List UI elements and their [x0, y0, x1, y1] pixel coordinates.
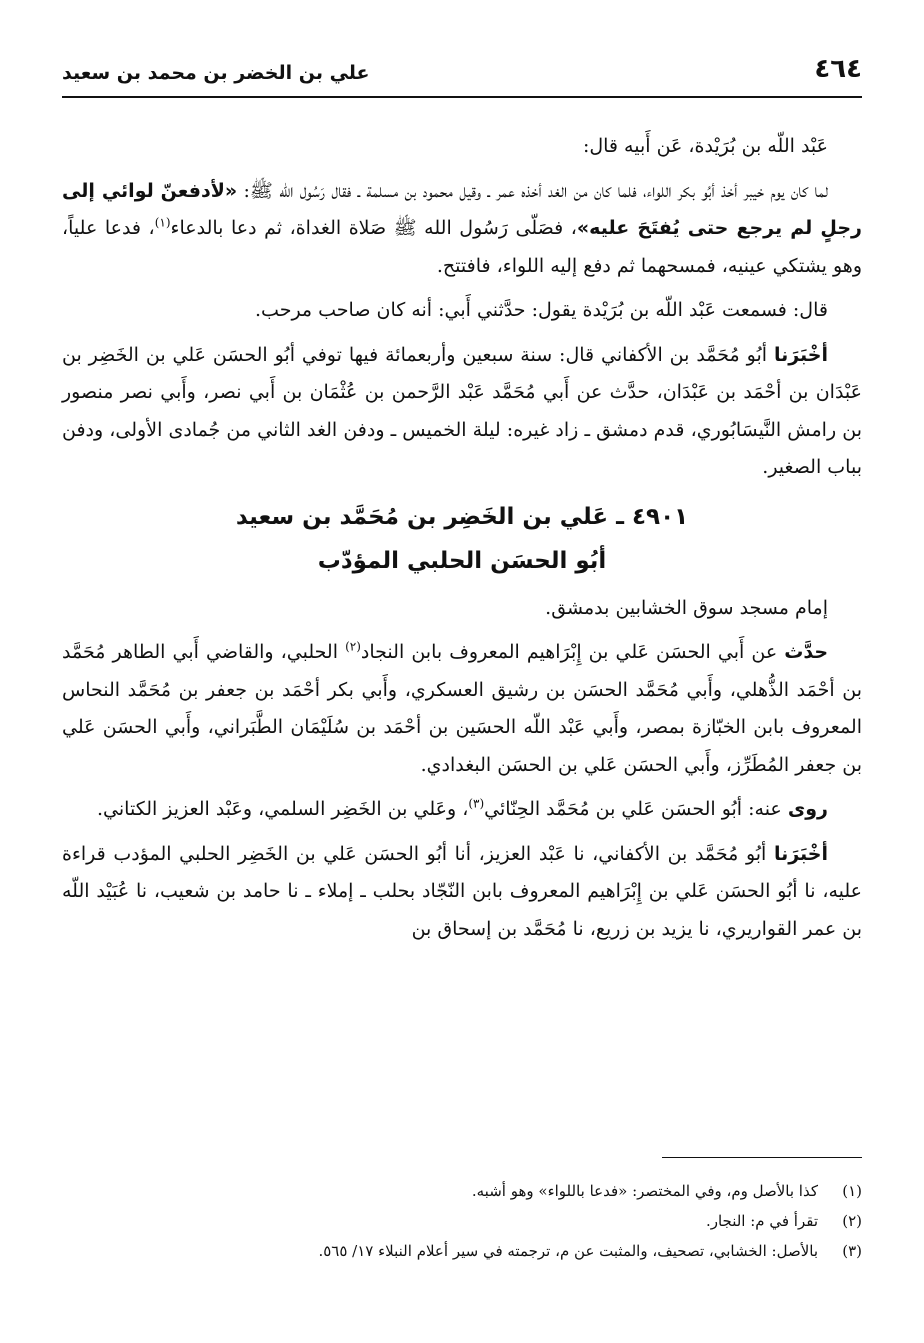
lead-word: أخْبَرَنا	[773, 343, 828, 366]
footnote-ref: (٢)	[345, 639, 361, 654]
footnote-text: بالأصل: الخشابي، تصحيف، والمثبت عن م، ترجمته في سير أعلام النبلاء ١٧/ ٥٦٥.	[318, 1242, 818, 1260]
footnote-text: كذا بالأصل وم، وفي المختصر: «فدعا باللواء» وهو أشبه.	[471, 1182, 818, 1200]
paragraph-text: الحلبي، والقاضي أَبي الطاهر مُحَمَّد بن أحْمَد الذُّهلي، وأَبي مُحَمَّد الحسَن بن رشيق العسكري، وأَبي بكر أحْمَد بن جعفر بن مُحَمَّد النحاس المعروف بابن الخبّازة بمصر، وأَبي عَبْد اللّه الحسَين بن أحْمَد بن سُلَيْمَان الطَّبَراني، وأَبي الحسَن عَلي بن جعفر المُطَرِّز، وأَبي الحسَن عَلي بن الحسَن البغدادي.	[62, 641, 862, 776]
main-text	[62, 128, 862, 948]
paragraph	[62, 173, 862, 286]
lead-word: أخْبَرَنا	[773, 842, 828, 865]
running-head: علي بن الخضر بن محمد بن سعيد	[62, 62, 370, 84]
paragraph-text: أبُو مُحَمَّد بن الأكفاني قال: سنة سبعين وأربعمائة فيها توفي أبُو الحسَن عَلي بن الخَضِر بن عَبْدَان بن أحْمَد بن عَبْدَان، حدَّث عن أَبي مُحَمَّد عَبْد الرَّحمن بن عُثْمَان بن أَبي نصر، وأَبي نصر منصور بن رامش النَّيسَابُوري، قدم دمشق ـ زاد غيره: ليلة الخميس ـ ودفن الغد الثاني من جُمادى الأولى، ودفن بباب الصغير.	[62, 343, 862, 478]
paragraph	[62, 128, 862, 166]
footnote-number: (٣)	[842, 1242, 862, 1260]
paragraph-text: ، فصَلّى رَسُول الله ﷺ صَلاة الغداة، ثم دعا بالدعاء	[170, 217, 577, 239]
paragraph	[62, 590, 862, 628]
hadith-quote: «لأدفعنّ لوائي إلى رجلٍ لم يرجع حتى يُفتَحَ عليه»	[62, 179, 862, 239]
footnotes	[62, 1176, 862, 1266]
footnote-divider	[662, 1157, 862, 1158]
entry-subtitle-line: أبُو الحسَن الحلبي المؤدّب	[317, 547, 607, 574]
paragraph-text: قال: فسمعت عَبْد اللّه بن بُرَيْدة يقول: حدَّثني أَبي: أنه كان صاحب مرحب.	[255, 299, 828, 321]
footnote-ref: (٣)	[468, 796, 485, 811]
paragraph-text: إمام مسجد سوق الخشابين بدمشق.	[545, 596, 828, 619]
footnote-item	[62, 1206, 862, 1236]
paragraph	[62, 634, 862, 784]
page-header	[62, 54, 862, 94]
header-divider	[62, 96, 862, 98]
footnote-item	[62, 1236, 862, 1266]
paragraph-text: ، فدعا علياً، وهو يشتكي عينيه، فمسحهما ثم دفع إليه اللواء، فافتتح.	[62, 217, 862, 277]
footnote-text: تقرأ في م: النجار.	[705, 1212, 818, 1230]
footnote-item	[62, 1176, 862, 1206]
lead-word: روى	[787, 798, 828, 820]
paragraph-text: ، وعَلي بن الخَضِر السلمي، وعَبْد العزيز الكتاني.	[97, 798, 469, 820]
paragraph	[62, 337, 862, 487]
paragraph	[62, 836, 862, 949]
lead-word: حدَّث	[784, 641, 829, 663]
footnote-number: (١)	[842, 1182, 862, 1200]
entry-title-line: ٤٩٠١ ـ عَلي بن الخَضِر بن مُحَمَّد بن سعيد	[235, 503, 689, 530]
paragraph-text: عَبْد اللّه بن بُرَيْدة، عَن أَبيه قال:	[582, 135, 828, 157]
paragraph	[62, 791, 862, 829]
footnote-number: (٢)	[842, 1212, 862, 1230]
paragraph-text: أبُو مُحَمَّد بن الأكفاني، نا عَبْد العزيز، أنا أبُو الحسَن عَلي بن الخَضِر الحلبي المؤدب قراءة عليه، نا أبُو الحسَن عَلي بن إِبْرَاهيم المعروف بابن النّجّاد بحلب ـ إملاء ـ نا حامد بن شعيب، نا عُبَيْد اللّه بن عمر القواريري، نا يزيد بن زريع، نا مُحَمَّد بن إسحاق بن	[62, 842, 862, 940]
paragraph-text: لما كان يوم خيبر أخذ أبُو بكر اللواء، فلما كان من الغد أخذه عمر ـ وقيل محمود بن مسلمة ـ فقال رَسُول الله ﷺ:	[237, 179, 828, 202]
paragraph-text: عن أَبي الحسَن عَلي بن إِبْرَاهيم المعروف بابن النجاد	[360, 641, 785, 663]
entry-title	[62, 495, 862, 583]
footnote-ref: (١)	[154, 215, 171, 230]
paragraph	[62, 292, 862, 330]
page-number: ٤٦٤	[814, 54, 862, 84]
paragraph-text: عنه: أبُو الحسَن عَلي بن مُحَمَّد الحِنّائي	[484, 798, 788, 820]
